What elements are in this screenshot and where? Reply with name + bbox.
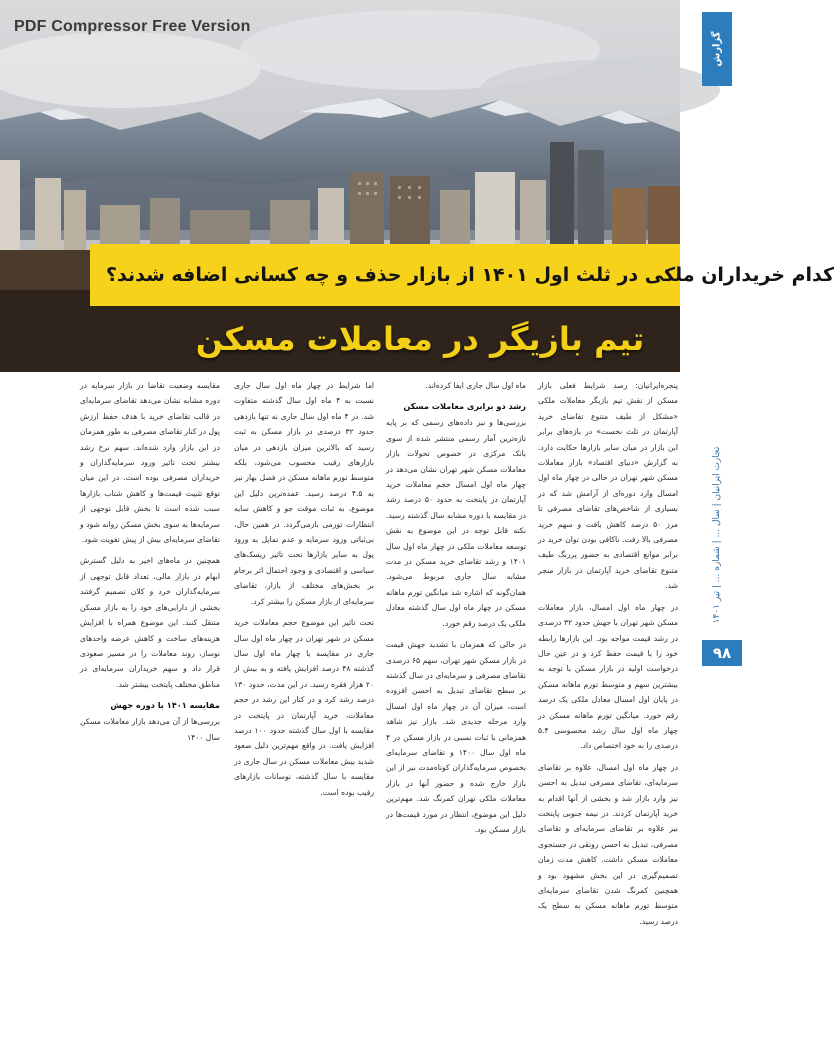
paragraph: بررسی‌ها از آن می‌دهد بازار معاملات مسکن سال ۱۴۰۰	[80, 717, 220, 742]
paragraph: در حالی که همزمان با تشدید جهش قیمت در بازار مسکن شهر تهران، سهم ۶۵ درصدی تقاضای مصرفی و سرمایه‌ای در سال گذشته بر سطح تقاضای تبدیل به احسن افزوده است، میزان آن در چهار ماه اول امسال وارد مرحله جدیدی شد. بازار نیز شاهد همزمانی با ثبات نسبی در بازار مسکن در ۴ ماه اول سال ۱۴۰۰ و تقاضای سرمایه‌ای بخصوص سرمایه‌گذاران کوتاه‌مدت نیز از این بازار خارج شده و حضور آنها در بازار معاملات ملکی تهران کمرنگ شد. مهم‌ترین دلیل این موضوع، انتظار در مورد قیمت‌ها در بازار مسکن بود.	[386, 640, 527, 834]
watermark-text: PDF Compressor Free Version	[14, 18, 251, 35]
paragraph: در چهار ماه اول امسال، بازار معاملات مسکن شهر تهران با جهش حدود ۳۲ درصدی در رشد قیمت مواجه بود. این بازارها رابطه خود را با قیمت حفظ کرد و در عین حال درخواست اولیه در بازار مسکن با توجه به بیشترین سهم و متوسط تورم ماهانه مسکن در پایان اول امسال معادل ملکی یک درصد رقم خورد. میانگین تورم ماهانه مسکن در چهار ماه اول سال رشد محسوسی ۵.۴ درصدی را به خود اختصاص داد.	[538, 602, 678, 751]
page-number: ۹۸	[712, 644, 732, 662]
paragraph: مقایسه وضعیت تقاضا در بازار سرمایه در دوره مشابه نشان می‌دهد تقاضای سرمایه‌ای در قالب تقاضای خرید با هدف حفظ ارزش پول در کنار تقاضای مصرفی به طور همزمان در این بازار وارد شده‌اند. سهم نرخ رشد بیشتر تحت تاثیر ورود سرمایه‌گذاران و خریداران مصرفی بوده است. در این میان توقع تثبیت قیمت‌ها و کاهش شتاب بازارها سبب شده است تا بخش قابل توجهی از سرمایه‌ها به سوی بخش مسکن روانه شود و تقاضای سرمایه‌ای بیش از پیش تقویت شود.	[80, 381, 220, 545]
side-strip	[680, 0, 760, 1044]
section-tab	[702, 12, 732, 86]
side-caption-text: تجارت ایرانیان | سال ... | شماره ... | تیر ۱۴۰۱	[712, 446, 722, 624]
text-column-2	[386, 378, 526, 958]
section-tab-label: گزارش	[711, 31, 723, 67]
kicker-banner	[90, 244, 834, 306]
article-headline: تیم بازیگر در معاملات مسکن	[195, 320, 645, 358]
paragraph: اما شرایط در چهار ماه اول سال جاری نسبت به ۴ ماه اول سال گذشته متفاوت شد. در ۴ ماه اول سال جاری نه تنها بازدهی حدود ۳۲ درصدی در بازار مسکن به ثبت رسید که بالاترین میزان بازدهی در میان بازارهای رقیب محسوب می‌شود، بلکه متوسط تورم ماهانه مسکن در فصل بهار نیز به ۴.۵ درصد رسید. عمده‌ترین دلیل این موضوع، به ثبات موقت جو و کاهش سایه انتظارات تورمی بازمی‌گردد. در همین حال، بی‌ثباتی ورود سرمایه و عدم تمایل به ورود پول به سایر بازارها تحت تاثیر ریسک‌های سیاسی و اقتصادی و وجود احتمال اثر برجام بر بخش‌های مختلف از بازار، تقاضای سرمایه‌ای از بازار مسکن را بیشتر کرد.	[234, 381, 375, 606]
paragraph: ماه اول سال جاری ایفا کرده‌اند.	[425, 381, 526, 390]
section-heading: رشد دو برابری معاملات مسکن	[403, 401, 526, 412]
page-number-tab	[702, 640, 742, 666]
text-column-4	[80, 378, 220, 958]
kicker-text: کدام خریداران ملکی در ثلث اول ۱۴۰۱ از بازار حذف و چه کسانی اضافه شدند؟	[106, 264, 834, 286]
text-column-3	[234, 378, 374, 958]
side-caption	[702, 430, 732, 640]
paragraph: همچنین در ماه‌های اخیر به دلیل گسترش ابهام در بازار مالی، تعداد قابل توجهی از سرمایه‌گذاران خرد و کلان تصمیم گرفتند بخشی از دارایی‌های خود را به بازار مسکن منتقل کنند. این موضوع همراه با افزایش هزینه‌های ساخت و کاهش عرضه واحدهای نوساز، روند معاملات را در مسیر صعودی قرار داد و سهم خریداران سرمایه‌ای در مناطق مختلف پایتخت بیشتر شد.	[80, 556, 220, 689]
city-skyline-image	[0, 0, 680, 372]
paragraph: در چهار ماه اول امسال، علاوه بر تقاضای سرمایه‌ای، تقاضای مصرفی تبدیل به احسن نیز وارد بازار شد و بخشی از آنها اقدام به خرید آپارتمان کردند. در نیمه جنوبی پایتخت نیز علاوه بر تقاضای سرمایه‌ای و تقاضای مصرفی، تبدیل به احسن رونقی در جستجوی معاملات مسکن داشت. کاهش مدت زمان تصمیم‌گیری در این بخش مشهود بود و همچنین کمرنگ شدن تقاضای سرمایه‌ای متوسط تورم ماهانه مسکن به سطح یک درصد رسید.	[538, 762, 678, 926]
article-body	[80, 378, 678, 958]
section-heading: مقایسه ۱۴۰۱ با دوره جهش	[110, 700, 220, 711]
text-column-1	[538, 378, 678, 958]
paragraph: پنجره‌ایرانیان: رصد شرایط فعلی بازار مسکن از نقش تیم بازیگر معاملات ملکی «مشکل از طیف متنوع تقاضای خرید آپارتمان در ثلث نخست» در بازه‌های برابر این بازار در میان سایر بازارها حکایت دارد. به گزارش «دنیای اقتصاد» بازار معاملات مسکن شهر تهران در حالی در چهار ماه اول امسال وارد دوره‌ای از آرامش شد که در بسیاری از شاخص‌های تقاضای مصرفی تا مرز ۵۰ درصد کاهش یافت و سهم خرید مصرفی بالا رفت. ناکافی بودن توان خرید در برابر موانع اقتصادی به حضور پررنگ طیف متنوع تقاضای خرید آپارتمان در بازار منجر شد.	[538, 381, 678, 591]
paragraph: بررسی‌ها و نیز داده‌های رسمی که بر پایه تازه‌ترین آمار رسمی منتشر شده از سوی بانک مرکزی در خصوص تحولات بازار معاملات مسکن شهر تهران نشان می‌دهد در چهار ماه اول امسال حجم معاملات خرید آپارتمان در پایتخت به حدود ۵۰ درصد رشد در مقایسه با دوره مشابه سال گذشته رسید. نکته قابل توجه در این موضوع به نقش توسعه معاملات ملکی در چهار ماه اول سال ۱۴۰۱ و رشد تقاضای خرید مسکن در مدت مشابه سال جاری مربوط می‌شود. همان‌گونه که اشاره شد میانگین تورم ماهانه مسکن در چهار ماه اول سال گذشته معادل ملکی یک درصد رقم خورد.	[386, 418, 526, 628]
paragraph: تحت تاثیر این موضوع حجم معاملات خرید مسکن در شهر تهران در چهار ماه اول سال جاری در مقایسه با چهار ماه اول سال گذشته ۴۸ درصد افزایش یافته و به بیش از ۲۰ هزار فقره رسید. در این مدت، حدود ۱۳۰ درصد رشد کرد و در کنار این رشد در حجم معاملات، خرید آپارتمان در پایتخت در مقایسه با اول سال گذشته حدود ۱۰۰ درصد افزایش یافت. در واقع مهم‌ترین دلیل صعود شدید بیش معاملات مسکن در سال جاری در مقایسه با سال گذشته، نوسانات بازارهای رقیب بوده است.	[234, 618, 374, 797]
